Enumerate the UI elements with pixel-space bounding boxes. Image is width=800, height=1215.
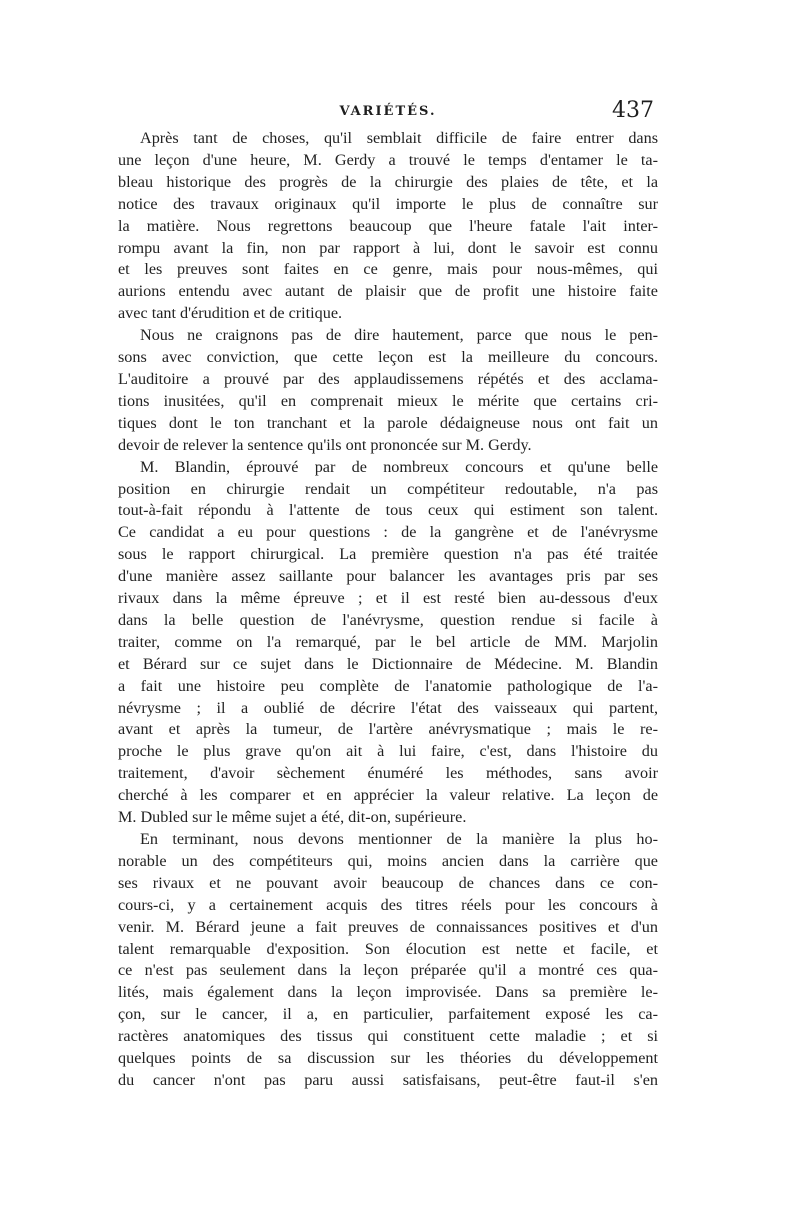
text-line: d'une manière assez saillante pour balancer les avantages pris par ses	[118, 567, 658, 586]
text-line: Ce candidat a eu pour questions : de la gangrène et de l'anévrysme	[118, 523, 658, 542]
text-line: tout-à-fait répondu à l'attente de tous ceux qui estiment son talent.	[118, 501, 658, 520]
paragraph-2	[118, 325, 658, 456]
text-line: une leçon d'une heure, M. Gerdy a trouvé le temps d'entamer le ta-	[118, 150, 658, 169]
text-line: ses rivaux et ne pouvant avoir beaucoup de chances dans ce con-	[118, 873, 658, 892]
text-line: a fait une histoire peu complète de l'anatomie pathologique de l'a-	[118, 676, 658, 695]
text-line: dans la belle question de l'anévrysme, question rendue si facile à	[118, 610, 658, 629]
text-line: du cancer n'ont pas paru aussi satisfaisans, peut-être faut-il s'en	[118, 1070, 658, 1089]
text-line: notice des travaux originaux qu'il importe le plus de connaître sur	[118, 194, 658, 213]
page-header	[118, 98, 658, 124]
text-line: ce n'est pas seulement dans la leçon préparée qu'il a montré ces qua-	[118, 961, 658, 980]
text-line: tions inusitées, qu'il en comprenait mieux le mérite que certains cri-	[118, 391, 658, 410]
text-line: avant et après la tumeur, de l'artère anévrysmatique ; mais le re-	[118, 720, 658, 739]
text-line: tiques dont le ton tranchant et la parole dédaigneuse nous ont fait un	[118, 413, 658, 432]
body-text	[118, 128, 658, 1092]
text-line: bleau historique des progrès de la chirurgie des plaies de tête, et la	[118, 172, 658, 191]
text-line: lités, mais également dans la leçon improvisée. Dans sa première le-	[118, 983, 658, 1002]
paragraph-4	[118, 829, 658, 1092]
paragraph-1	[118, 128, 658, 325]
text-line: traiter, comme on l'a remarqué, par le bel article de MM. Marjolin	[118, 632, 658, 651]
text-line: çon, sur le cancer, il a, en particulier, parfaitement exposé les ca-	[118, 1005, 658, 1024]
text-line: traitement, d'avoir sèchement énuméré les méthodes, sans avoir	[118, 764, 658, 783]
text-line: névrysme ; il a oublié de décrire l'état des vaisseaux qui partent,	[118, 698, 658, 717]
text-line: rivaux dans la même épreuve ; et il est resté bien au-dessous d'eux	[118, 589, 658, 608]
text-line: cours-ci, y a certainement acquis des titres réels pour les concours à	[118, 895, 658, 914]
text-line: venir. M. Bérard jeune a fait preuves de connaissances positives et d'un	[118, 917, 658, 936]
text-line: position en chirurgie rendait un compétiteur redoutable, n'a pas	[118, 479, 658, 498]
text-line: avec tant d'érudition et de critique.	[118, 304, 343, 323]
text-line: talent remarquable d'exposition. Son élocution est nette et facile, et	[118, 939, 658, 958]
text-line: et les preuves sont faites en ce genre, mais pour nous-mêmes, qui	[118, 260, 658, 279]
text-line: ractères anatomiques des tissus qui constituent cette maladie ; et si	[118, 1027, 658, 1046]
text-line: la matière. Nous regrettons beaucoup que l'heure fatale l'ait inter-	[118, 216, 658, 235]
text-line: rompu avant la fin, non par rapport à lui, dont le savoir est connu	[118, 238, 658, 257]
text-line: quelques points de sa discussion sur les théories du développement	[118, 1049, 658, 1068]
text-line: Nous ne craignons pas de dire hautement, parce que nous le pen-	[140, 326, 658, 345]
text-line: norable un des compétiteurs qui, moins ancien dans la carrière que	[118, 851, 658, 870]
text-line: aurions entendu avec autant de plaisir que de profit une histoire faite	[118, 282, 658, 301]
text-line: En terminant, nous devons mentionner de la manière la plus ho-	[140, 830, 658, 848]
text-line: sous le rapport chirurgical. La première question n'a pas été traitée	[118, 545, 658, 564]
page-number: 437	[612, 98, 654, 123]
running-head: VARIÉTÉS.	[339, 104, 437, 119]
text-line: sons avec conviction, que cette leçon est la meilleure du concours.	[118, 348, 658, 367]
text-line: proche le plus grave qu'on ait à lui faire, c'est, dans l'histoire du	[118, 742, 658, 761]
text-line: L'auditoire a prouvé par des applaudissemens répétés et des acclama-	[118, 369, 658, 388]
text-line: et Bérard sur ce sujet dans le Dictionnaire de Médecine. M. Blandin	[118, 654, 658, 673]
text-line: M. Dubled sur le même sujet a été, dit-on, supérieure.	[118, 808, 467, 827]
text-line: devoir de relever la sentence qu'ils ont prononcée sur M. Gerdy.	[118, 435, 532, 454]
text-line: M. Blandin, éprouvé par de nombreux concours et qu'une belle	[140, 457, 658, 476]
text-line: cherché à les comparer et en apprécier la valeur relative. La leçon de	[118, 786, 658, 805]
text-line: Après tant de choses, qu'il semblait difficile de faire entrer dans	[140, 129, 658, 147]
paragraph-3	[118, 457, 658, 829]
